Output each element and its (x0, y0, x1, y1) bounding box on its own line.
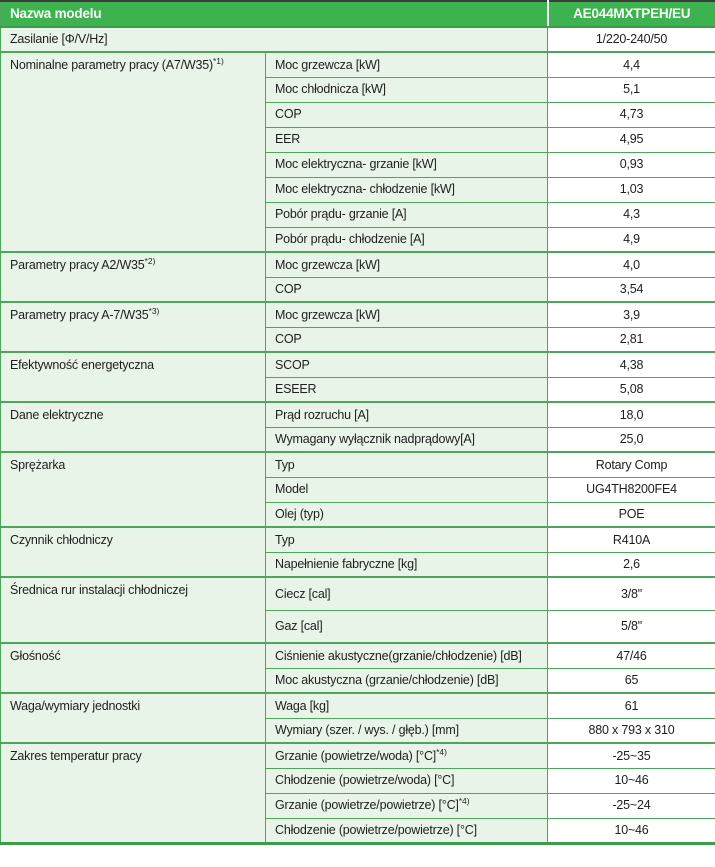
value-cell: 0,93 (548, 152, 715, 177)
parameter-label: Typ (275, 457, 295, 472)
footnote-marker: *1) (213, 55, 224, 66)
category-label: Dane elektryczne (10, 408, 104, 422)
category-cell (1, 452, 266, 527)
category-cell (1, 643, 266, 693)
parameter-cell (266, 743, 548, 768)
parameter-cell (266, 377, 548, 402)
table-row (1, 302, 715, 327)
parameter-cell (266, 452, 548, 477)
category-cell (1, 352, 266, 402)
value-cell: 5/8" (548, 610, 715, 643)
parameter-cell (266, 152, 548, 177)
parameter-cell (266, 668, 548, 693)
parameter-label: ESEER (275, 382, 317, 397)
parameter-cell (266, 527, 548, 552)
parameter-label: Grzanie (powietrze/powietrze) [°C] (275, 798, 459, 813)
value-cell: 4,9 (548, 227, 715, 252)
parameter-cell (266, 177, 548, 202)
category-cell (1, 52, 266, 252)
category-cell (1, 302, 266, 352)
value-cell: UG4TH8200FE4 (548, 477, 715, 502)
value-cell: 5,1 (548, 77, 715, 102)
parameter-label: Wymiary (szer. / wys. / głęb.) [mm] (275, 723, 459, 738)
parameter-label: Grzanie (powietrze/woda) [°C] (275, 748, 437, 763)
parameter-label: Moc elektryczna- chłodzenie [kW] (275, 182, 455, 197)
table-row (1, 452, 715, 477)
parameter-cell (266, 718, 548, 743)
parameter-cell (266, 277, 548, 302)
value-cell: 1,03 (548, 177, 715, 202)
value-cell: Rotary Comp (548, 452, 715, 477)
parameter-label: COP (275, 107, 302, 122)
parameter-cell (266, 302, 548, 327)
table-row (1, 252, 715, 277)
value-cell: 4,0 (548, 252, 715, 277)
category-cell (1, 252, 266, 302)
model-name-header: Nazwa modelu (1, 1, 548, 27)
power-supply-label: Zasilanie [Φ/V/Hz] (1, 27, 548, 52)
parameter-label: Moc akustyczna (grzanie/chłodzenie) [dB] (275, 673, 499, 688)
value-cell: 4,3 (548, 202, 715, 227)
category-label: Parametry pracy A-7/W35 (10, 308, 149, 322)
parameter-cell (266, 693, 548, 718)
value-cell: 18,0 (548, 402, 715, 427)
parameter-label: Moc grzewcza [kW] (275, 307, 380, 322)
category-label: Czynnik chłodniczy (10, 533, 113, 547)
parameter-label: Typ (275, 532, 295, 547)
category-cell (1, 577, 266, 643)
value-cell: 5,08 (548, 377, 715, 402)
value-cell: 4,4 (548, 52, 715, 77)
parameter-label: Moc grzewcza [kW] (275, 57, 380, 72)
parameter-label: Ciecz [cal] (275, 586, 331, 601)
table-row-power-supply (1, 27, 715, 52)
value-cell: POE (548, 502, 715, 527)
parameter-cell (266, 202, 548, 227)
value-cell: 3,9 (548, 302, 715, 327)
parameter-label: Model (275, 482, 309, 497)
parameter-label: Pobór prądu- chłodzenie [A] (275, 232, 425, 247)
table-header-row (1, 1, 715, 27)
parameter-cell (266, 577, 548, 610)
category-cell (1, 743, 266, 843)
value-cell: -25~35 (548, 743, 715, 768)
parameter-cell (266, 477, 548, 502)
value-cell: 61 (548, 693, 715, 718)
parameter-cell (266, 610, 548, 643)
value-cell: 47/46 (548, 643, 715, 668)
table-row (1, 352, 715, 377)
parameter-cell (266, 77, 548, 102)
parameter-cell (266, 552, 548, 577)
parameter-cell (266, 327, 548, 352)
value-cell: 65 (548, 668, 715, 693)
parameter-label: Waga [kg] (275, 698, 330, 713)
model-value-header: AE044MXTPEH/EU (548, 1, 715, 27)
table-row (1, 743, 715, 768)
table-row (1, 693, 715, 718)
parameter-label: Gaz [cal] (275, 619, 323, 634)
value-cell: 10~46 (548, 818, 715, 843)
parameter-cell (266, 643, 548, 668)
parameter-label: Napełnienie fabryczne [kg] (275, 557, 418, 572)
value-cell: 2,81 (548, 327, 715, 352)
category-label: Sprężarka (10, 458, 66, 472)
parameter-cell (266, 52, 548, 77)
category-label: Parametry pracy A2/W35 (10, 258, 145, 272)
parameter-cell (266, 427, 548, 452)
category-label: Zakres temperatur pracy (10, 749, 142, 763)
parameter-label: Prąd rozruchu [A] (275, 407, 369, 422)
footnote-marker: *4) (458, 796, 470, 807)
category-label: Waga/wymiary jednostki (10, 699, 140, 713)
parameter-cell (266, 793, 548, 818)
parameter-cell (266, 502, 548, 527)
table-row (1, 577, 715, 610)
parameter-label: Pobór prądu- grzanie [A] (275, 207, 407, 222)
parameter-label: Olej (typ) (275, 507, 324, 522)
value-cell: 880 x 793 x 310 (548, 718, 715, 743)
parameter-cell (266, 227, 548, 252)
value-cell: 10~46 (548, 768, 715, 793)
value-cell: 4,38 (548, 352, 715, 377)
parameter-label: Chłodzenie (powietrze/powietrze) [°C] (275, 822, 477, 837)
value-cell: 25,0 (548, 427, 715, 452)
category-label: Efektywność energetyczna (10, 358, 154, 372)
category-cell (1, 527, 266, 577)
parameter-cell (266, 127, 548, 152)
parameter-label: COP (275, 282, 302, 297)
footnote-marker: *3) (148, 305, 160, 316)
parameter-label: SCOP (275, 357, 310, 372)
table-row (1, 52, 715, 77)
value-cell: R410A (548, 527, 715, 552)
parameter-label: Chłodzenie (powietrze/woda) [°C] (275, 773, 455, 788)
category-cell (1, 693, 266, 743)
parameter-label: Ciśnienie akustyczne(grzanie/chłodzenie) [dB] (275, 648, 522, 663)
parameter-label: COP (275, 332, 302, 347)
parameter-label: Moc elektryczna- grzanie [kW] (275, 157, 437, 172)
footnote-marker: *4) (436, 746, 447, 757)
parameter-cell (266, 768, 548, 793)
category-cell (1, 402, 266, 452)
power-supply-value: 1/220-240/50 (548, 27, 715, 52)
parameter-cell (266, 352, 548, 377)
parameter-cell (266, 252, 548, 277)
category-label: Nominalne parametry pracy (A7/W35) (10, 58, 213, 72)
category-label: Głośność (10, 649, 61, 663)
parameter-label: Moc grzewcza [kW] (275, 257, 380, 272)
parameter-cell (266, 102, 548, 127)
spec-table-body (1, 27, 715, 843)
parameter-label: Wymagany wyłącznik nadprądowy[A] (275, 432, 475, 447)
value-cell: 4,73 (548, 102, 715, 127)
table-row (1, 643, 715, 668)
category-label: Średnica rur instalacji chłodniczej (10, 583, 188, 597)
value-cell: -25~24 (548, 793, 715, 818)
table-row (1, 527, 715, 552)
value-cell: 3,54 (548, 277, 715, 302)
parameter-cell (266, 402, 548, 427)
value-cell: 2,6 (548, 552, 715, 577)
parameter-label: EER (275, 132, 301, 147)
footnote-marker: *2) (144, 255, 156, 266)
table-row (1, 402, 715, 427)
value-cell: 4,95 (548, 127, 715, 152)
parameter-cell (266, 818, 548, 843)
value-cell: 3/8" (548, 577, 715, 610)
parameter-label: Moc chłodnicza [kW] (275, 82, 386, 97)
